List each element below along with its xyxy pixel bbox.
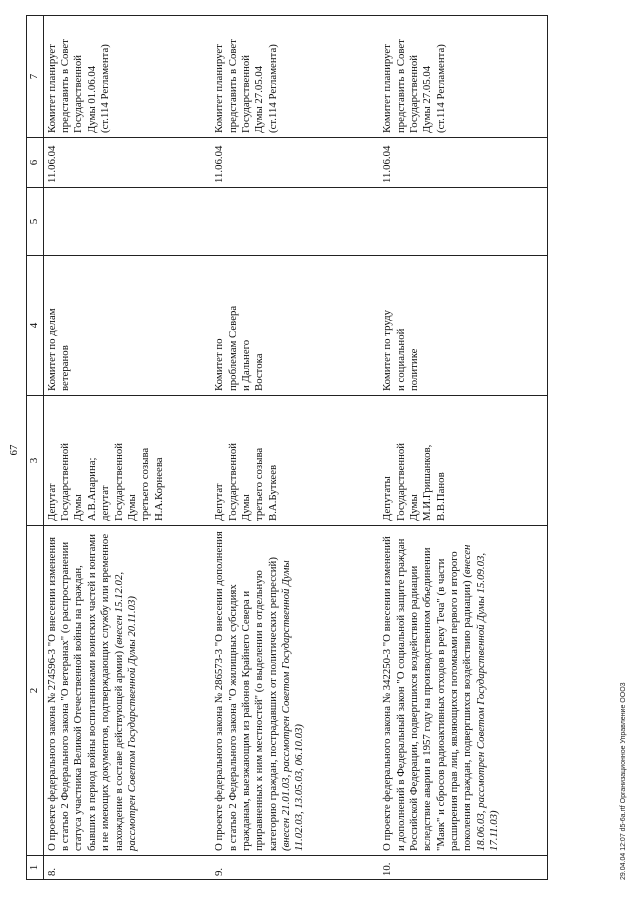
row-number: 9. <box>211 856 379 880</box>
committee-plan: Комитет планирует представить в Совет Государственной Думы 27.05.04 (ст.114 Регламента) <box>211 16 379 138</box>
bills-table <box>26 15 548 880</box>
bill-author: Депутат Государственной Думы третьего созыва В.А.Буткеев <box>211 396 379 526</box>
page-number: 67 <box>8 444 20 456</box>
bill-note: (внесен 15.12.02, рассмотрен Советом Государственной Думы 20.11.03) <box>112 571 138 851</box>
column-header-1: 1 <box>27 856 44 880</box>
committee-plan: Комитет планирует представить в Совет Государственной Думы 01.06.04 (ст.114 Регламента) <box>43 16 211 138</box>
table-row <box>211 16 379 880</box>
responsible-committee: Комитет по проблемам Севера и Дальнего Востока <box>211 256 379 396</box>
column-5-cell <box>211 188 379 256</box>
bill-title: О проекте федерального закона № 286573-3 "О внесении дополнения в статью 2 Федерального закона "О жилищных субсидиях гражданам, выезжающим из районов Крайнего Севера и приравненных к ним местностей" (о выделении в отдельную категорию граждан, пострадавших от политических репрессий) <box>213 531 279 851</box>
responsible-committee: Комитет по делам ветеранов <box>43 256 211 396</box>
table-row <box>43 16 211 880</box>
column-header-2: 2 <box>27 526 44 856</box>
review-date: 11.06.04 <box>211 138 379 188</box>
column-header-4: 4 <box>27 256 44 396</box>
bill-note: (внесен 21.01.03, рассмотрен Советом Государственной Думы 11.02.03, 13.05.03, 06.10.03) <box>280 560 306 851</box>
column-header-6: 6 <box>27 138 44 188</box>
review-date: 11.06.04 <box>379 138 547 188</box>
document-footer: 29.04.04 12:07 d5-6a.rtf Организационное Управление ООО3 <box>620 682 627 880</box>
bill-title: О проекте федерального закона № 274596-3 "О внесении изменения в статью 2 Федерального закона "О ветеранах" (о распространении статуса участника Великой Отечественной войны на граждан, бывших в период войны воспитанниками воинских частей и юнгами и не имеющих документов, подтверждающих службу или временное нахождение в составе действующей армии) <box>45 533 125 851</box>
row-number: 10. <box>379 856 547 880</box>
bill-title-cell <box>379 526 547 856</box>
bill-author: Депутаты Государственной Думы М.И.Гришанков, В.В.Панов <box>379 396 547 526</box>
column-5-cell <box>43 188 211 256</box>
row-number: 8. <box>43 856 211 880</box>
responsible-committee: Комитет по труду и социальной политике <box>379 256 547 396</box>
bill-author: Депутат Государственной Думы А.В.Апарина; депутат Государственной Думы третьего созыва Н.А.Корнеева <box>43 396 211 526</box>
bill-title-cell <box>43 526 211 856</box>
table-row <box>379 16 547 880</box>
column-5-cell <box>379 188 547 256</box>
bill-title-cell <box>211 526 379 856</box>
review-date: 11.06.04 <box>43 138 211 188</box>
column-header-5: 5 <box>27 188 44 256</box>
bill-note: (внесен 18.06.03, рассмотрен Советом Государственной Думы 15.09.03, 17.11.03) <box>461 544 501 851</box>
column-header-7: 7 <box>27 16 44 138</box>
bill-title: О проекте федерального закона № 342250-3 "О внесении изменений и дополнений в Федеральный закон "О социальной защите граждан Российской Федерации, подвергшихся воздействию радиации вследствие аварии в 1957 году на производственном объединении "Маяк" и сбросов радиоактивных отходов в реку Теча" (в части расширения прав лиц, являющихся потомками первого и второго поколения граждан, подвергшихся воздействию радиации) <box>381 536 474 851</box>
column-header-3: 3 <box>27 396 44 526</box>
committee-plan: Комитет планирует представить в Совет Государственной Думы 27.05.04 (ст.114 Регламента) <box>379 16 547 138</box>
table-header-row <box>27 16 44 880</box>
